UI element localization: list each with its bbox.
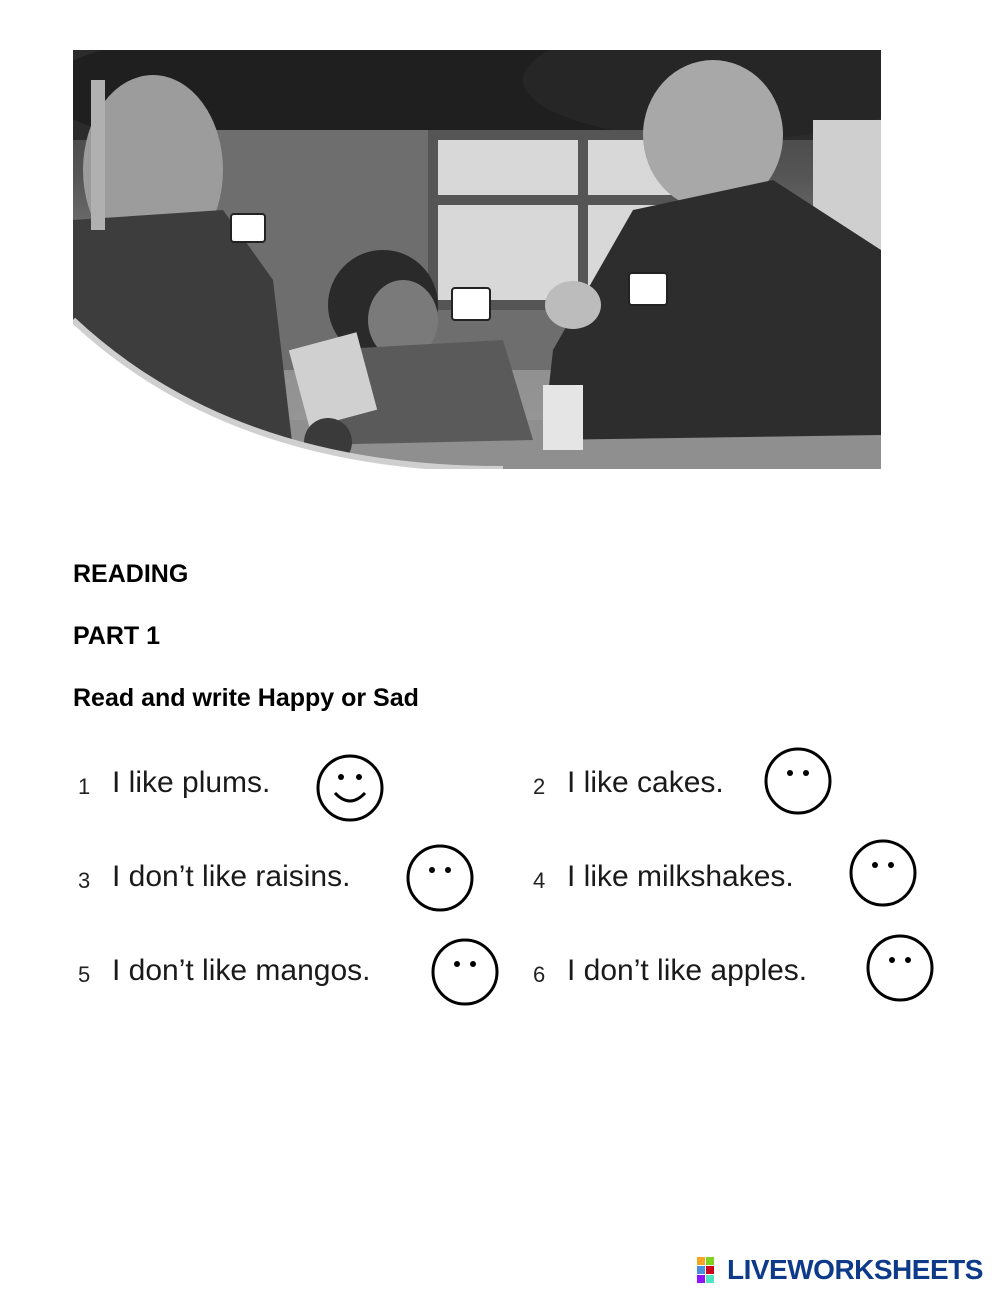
- brand-name: LIVEWORKSHEETS: [727, 1254, 983, 1285]
- happy-face-icon: [315, 753, 385, 823]
- lunch-photo: [73, 50, 881, 469]
- item-sentence: I don’t like raisins.: [112, 860, 351, 893]
- list-item-3: [78, 848, 408, 918]
- list-item-5: [78, 942, 423, 1012]
- item-number: 6: [533, 962, 546, 987]
- part-label: PART 1: [73, 622, 161, 650]
- item-sentence: I like plums.: [112, 766, 271, 799]
- item-sentence: I like cakes.: [567, 766, 724, 799]
- answer-box-2[interactable]: [451, 287, 491, 321]
- blank-face-icon: [865, 933, 935, 1003]
- answer-box-1[interactable]: [230, 213, 266, 243]
- blank-face-icon: [848, 838, 918, 908]
- blank-face-icon: [430, 937, 500, 1007]
- list-item-6: [533, 942, 863, 1012]
- item-sentence: I don’t like mangos.: [112, 954, 371, 987]
- blank-face-icon: [405, 843, 475, 913]
- item-number: 4: [533, 868, 546, 893]
- item-number: 2: [533, 774, 546, 799]
- item-number: 1: [78, 774, 91, 799]
- children-eating-lunch-photo: [73, 50, 881, 469]
- blank-face-icon: [763, 746, 833, 816]
- brand-logo: [697, 1253, 983, 1287]
- liveworksheets-logo-icon: [697, 1255, 723, 1285]
- item-number: 3: [78, 868, 91, 893]
- item-number: 5: [78, 962, 91, 987]
- item-sentence: I like milkshakes.: [567, 860, 794, 893]
- list-item-2: [533, 754, 773, 824]
- answer-box-3[interactable]: [628, 272, 668, 306]
- section-title: READING: [73, 560, 189, 588]
- item-sentence: I don’t like apples.: [567, 954, 808, 987]
- list-item-4: [533, 848, 843, 918]
- instruction: Read and write Happy or Sad: [73, 684, 419, 712]
